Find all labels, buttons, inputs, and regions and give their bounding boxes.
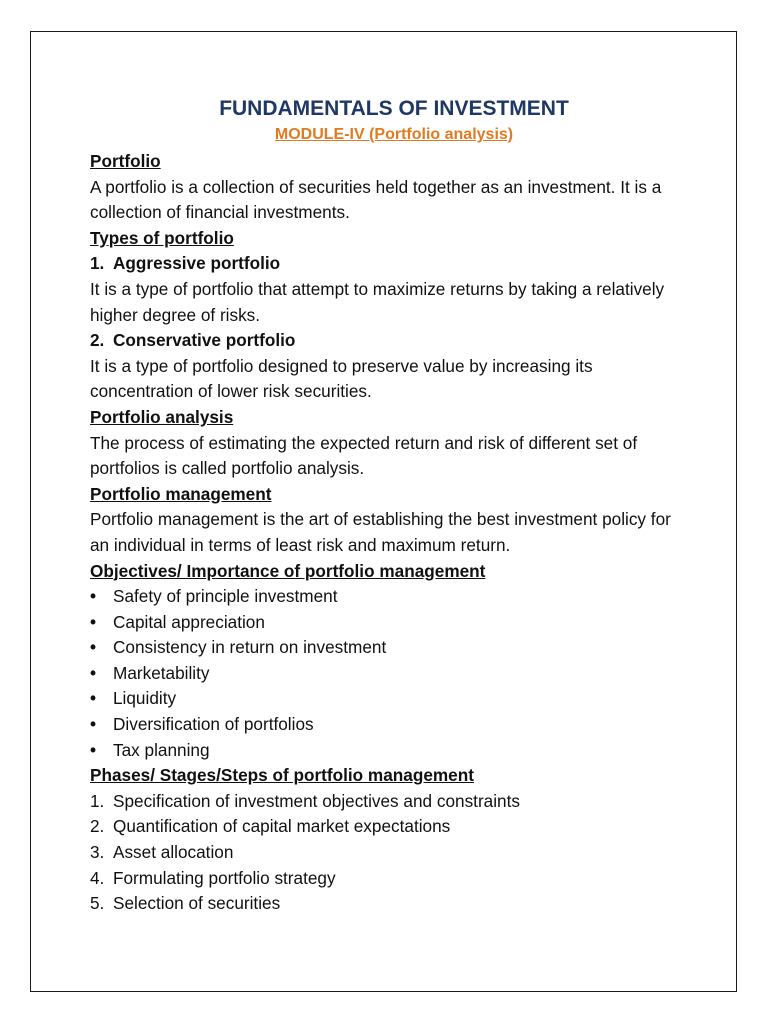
type-number: 1.	[90, 253, 105, 274]
list-item-text: Formulating portfolio strategy	[113, 867, 336, 888]
list-item	[90, 738, 690, 764]
document-title: FUNDAMENTALS OF INVESTMENT	[219, 97, 569, 120]
list-item-text: Asset allocation	[113, 842, 234, 863]
list-item-text: Safety of principle investment	[113, 586, 338, 607]
phases-list	[90, 789, 690, 917]
section-heading-management: Portfolio management	[90, 483, 272, 504]
list-item	[90, 891, 690, 917]
list-item	[90, 584, 690, 610]
bullet-icon: •	[90, 739, 97, 760]
list-item-text: Diversification of portfolios	[113, 714, 314, 735]
list-item-text: Consistency in return on investment	[113, 637, 387, 658]
list-item	[90, 789, 690, 815]
section-heading-objectives: Objectives/ Importance of portfolio management	[90, 560, 486, 581]
list-item	[90, 661, 690, 687]
section-heading-phases: Phases/ Stages/Steps of portfolio management	[90, 765, 474, 786]
document-body	[90, 94, 690, 917]
type-heading-conservative	[90, 328, 690, 354]
section-heading-analysis: Portfolio analysis	[90, 406, 234, 427]
type-name: Aggressive portfolio	[113, 253, 281, 274]
management-definition: Portfolio management is the art of establishing the best investment policy for an individual in terms of least risk and maximum return.	[90, 509, 671, 555]
list-item	[90, 866, 690, 892]
bullet-icon: •	[90, 611, 97, 632]
list-item	[90, 635, 690, 661]
list-item-text: Liquidity	[113, 688, 177, 709]
section-heading-types: Types of portfolio	[90, 227, 234, 248]
type-number: 2.	[90, 330, 105, 351]
list-item	[90, 686, 690, 712]
bullet-icon: •	[90, 586, 97, 607]
type-name: Conservative portfolio	[113, 330, 296, 351]
step-number: 5.	[90, 893, 105, 914]
list-item-text: Tax planning	[113, 739, 210, 760]
step-number: 2.	[90, 816, 105, 837]
step-number: 3.	[90, 842, 105, 863]
step-number: 1.	[90, 790, 105, 811]
step-number: 4.	[90, 867, 105, 888]
list-item-text: Specification of investment objectives and constraints	[113, 790, 520, 811]
type-description-conservative: It is a type of portfolio designed to preserve value by increasing its concentration of lower risk securities.	[90, 355, 593, 402]
type-heading-aggressive	[90, 251, 690, 277]
type-description-aggressive: It is a type of portfolio that attempt to maximize returns by taking a relatively higher degree of risks.	[90, 278, 665, 325]
module-subtitle: MODULE-IV (Portfolio analysis)	[274, 126, 514, 143]
objectives-list	[90, 584, 690, 763]
list-item-text: Capital appreciation	[113, 611, 265, 632]
list-item-text: Selection of securities	[113, 893, 281, 914]
analysis-definition: The process of estimating the expected return and risk of different set of portfolios is called portfolio analysis.	[90, 432, 638, 479]
list-item	[90, 814, 690, 840]
list-item	[90, 610, 690, 636]
section-heading-portfolio: Portfolio	[90, 151, 161, 171]
list-item-text: Quantification of capital market expectations	[113, 816, 451, 837]
list-item	[90, 840, 690, 866]
list-item-text: Marketability	[113, 662, 210, 683]
bullet-icon: •	[90, 714, 97, 735]
portfolio-definition: A portfolio is a collection of securities held together as an investment. It is a collection of financial investments.	[90, 176, 662, 223]
bullet-icon: •	[90, 688, 97, 709]
bullet-icon: •	[90, 637, 97, 658]
list-item	[90, 712, 690, 738]
bullet-icon: •	[90, 662, 97, 683]
